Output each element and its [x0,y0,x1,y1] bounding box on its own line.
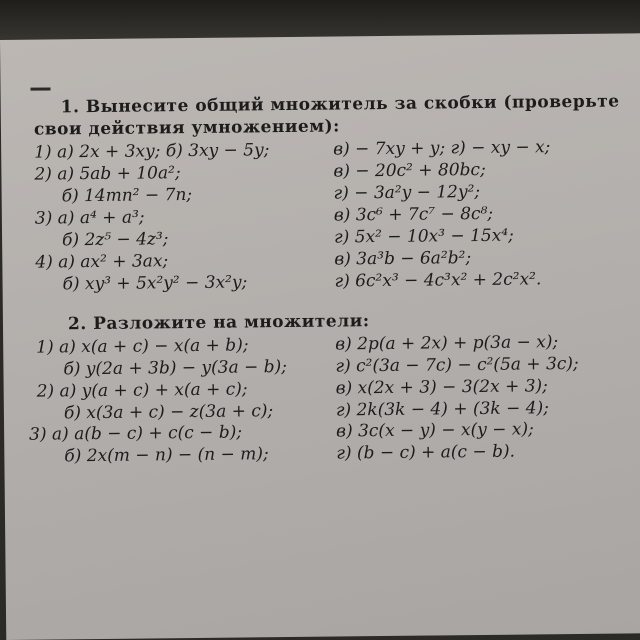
ex2-right-row: в) 3c(x − y) − x(y − x); [336,419,534,442]
ex1-right-row: в) 3c⁶ + 7c⁷ − 8c⁸; [333,203,494,226]
ex1-left-row: 2) а) 5ab + 10a²; [34,163,181,185]
ex2-left-row: 1) а) x(a + c) − x(a + b); [36,335,249,358]
ex1-right-row: в) − 20c² + 80bc; [333,159,486,182]
exercise-2-title: 2. Разложите на множители: [67,311,370,335]
ex1-left-row: 4) а) ax² + 3ax; [35,251,169,273]
exercise-1-title: 1. Вынесите общий множитель за скобки (проверьте [60,91,620,118]
section-divider [31,87,51,90]
ex2-left-row: б) x(3a + c) − z(3a + c); [63,401,274,424]
ex2-right-row: г) c²(3a − 7c) − c²(5a + 3c); [335,353,579,377]
exercise-1-title-cont: свои действия умножением): [33,116,340,140]
ex1-right-row: г) 6c²x³ − 4c³x² + 2c²x². [334,269,542,292]
ex2-left-row: 3) а) a(b − c) + c(c − b); [29,422,243,445]
ex2-left-row: б) y(2a + 3b) − y(3a − b); [63,357,288,380]
textbook-page [0,33,640,640]
ex2-right-row: в) 2p(a + 2x) + p(3a − x); [335,332,559,355]
ex1-left-row: 1) а) 2x + 3xy; б) 3xy − 5y; [34,140,270,163]
ex1-left-row: б) 14mn² − 7n; [61,184,193,207]
ex1-right-row: в) 3a³b − 6a²b²; [334,248,472,270]
ex1-right-row: г) − 3a²y − 12y²; [333,181,481,204]
ex2-right-row: г) (b − c) + a(c − b). [336,441,516,464]
ex1-left-row: 3) а) a⁴ + a³; [34,207,145,229]
ex1-right-row: в) − 7xy + y; г) − xy − x; [333,137,551,160]
ex2-left-row: 2) а) y(a + c) + x(a + c); [36,379,248,402]
ex2-right-row: г) 2k(3k − 4) + (3k − 4); [335,398,550,421]
ex1-right-row: г) 5x² − 10x³ − 15x⁴; [333,225,514,248]
ex2-right-row: в) x(2x + 3) − 3(2x + 3); [335,376,548,399]
ex1-left-row: б) xy³ + 5x²y² − 3x²y; [62,272,248,295]
ex2-left-row: б) 2x(m − n) − (n − m); [64,444,269,467]
ex1-left-row: б) 2z⁵ − 4z³; [61,229,169,251]
